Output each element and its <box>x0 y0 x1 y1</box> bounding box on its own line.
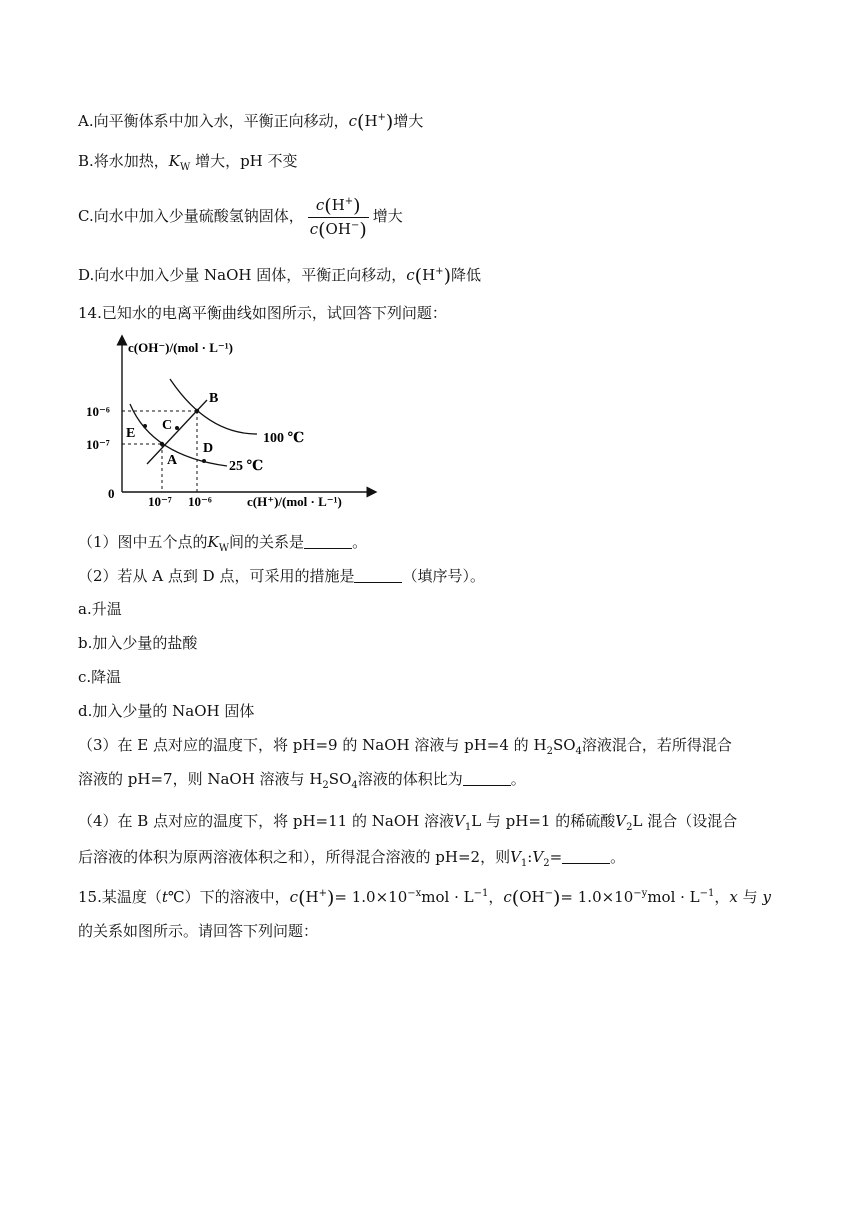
q14-stem: 14.已知水的电离平衡曲线如图所示，试回答下列问题： <box>78 304 447 322</box>
option-c <box>78 186 403 246</box>
q14-part1: （1）图中五个点的$K_W$间的关系是 。 <box>78 533 368 554</box>
q14-part4-line1: （4）在 B 点对应的温度下，将 pH=11 的 NaOH 溶液$V_1L$ 与 pH=1 的稀硫酸$V_2L$ 混合（设混合 <box>78 812 738 833</box>
answer-blank-2[interactable] <box>354 568 402 583</box>
q15-line2: 的关系如图所示。请回答下列问题： <box>78 922 319 940</box>
answer-blank-4[interactable] <box>562 849 610 864</box>
option-a-charge: + <box>377 112 386 123</box>
label-c: C <box>162 418 173 433</box>
option-c-fraction: $\frac{c(H^+)}{c(OH^-)}$ <box>309 194 367 241</box>
answer-blank-1[interactable] <box>304 534 352 549</box>
water-ionization-chart <box>82 334 382 514</box>
option-a-ion: H <box>364 112 378 130</box>
q14-part3-line2: 溶液的 pH=7，则 NaOH 溶液与 $H_2SO_4$溶液的体积比为 。 <box>78 770 526 791</box>
choice-b: b.加入少量的盐酸 <box>78 634 198 652</box>
point-b <box>195 409 199 413</box>
option-b-text: B.将水加热， <box>78 152 169 170</box>
q14-part4-line2: 后溶液的体积为原两溶液体积之和），所得混合溶液的 pH=2，则$V_1:V_2=$ 。 <box>78 848 626 869</box>
option-a-c: c <box>348 112 358 130</box>
option-c-text: C.向水中加入少量硫酸氢钠固体， <box>78 207 304 225</box>
label-b: B <box>209 391 219 406</box>
option-b-k: K <box>168 152 181 170</box>
option-a: A.向平衡体系中加入水，平衡正向移动，c(H+)增大 <box>78 111 424 133</box>
y-tick-1e-6: 10⁻⁶ <box>86 404 110 419</box>
point-a <box>160 442 164 446</box>
x-tick-1e-6: 10⁻⁶ <box>188 494 212 509</box>
option-d: D.向水中加入少量 NaOH 固体，平衡正向移动，c(H+)降低 <box>78 265 481 287</box>
curve-25c <box>130 404 227 466</box>
x-tick-1e-7: 10⁻⁷ <box>148 494 172 509</box>
label-d: D <box>203 441 214 456</box>
y-tick-1e-7: 10⁻⁷ <box>86 437 110 452</box>
option-d-text: D.向水中加入少量 NaOH 固体，平衡正向移动， <box>78 266 407 284</box>
choice-d: d.加入少量的 NaOH 固体 <box>78 702 255 720</box>
label-a: A <box>167 453 178 468</box>
label-e: E <box>126 426 136 441</box>
option-b-tail: 增大，pH 不变 <box>195 152 298 170</box>
series-100c: 100 ℃ <box>263 431 305 446</box>
q15-line1: 15.某温度（t℃）下的溶液中，$c(H^+)= 1.0\times 10^{-x}mol \cdot L^{-1}$，$c(OH^-)= 1.0\times 10^{-y}mol \cdot L^{-1}$，x 与 y <box>78 887 771 909</box>
answer-blank-3[interactable] <box>463 771 511 786</box>
q14-part3-line1: （3）在 E 点对应的温度下，将 pH=9 的 NaOH 溶液与 pH=4 的 $H_2SO_4$溶液混合，若所得混合 <box>78 736 732 757</box>
point-c <box>175 426 179 430</box>
y-axis-label: c(OH⁻)/(mol · L⁻¹) <box>128 340 233 355</box>
option-d-tail: 降低 <box>450 266 481 284</box>
q14-part2: （2）若从 A 点到 D 点，可采用的措施是 （填序号）。 <box>78 567 485 585</box>
option-a-text: A.向平衡体系中加入水，平衡正向移动， <box>78 112 349 130</box>
option-b <box>78 150 298 172</box>
series-25c: 25 ℃ <box>229 459 264 474</box>
option-a-tail: 增大 <box>393 112 424 130</box>
choice-a: a.升温 <box>78 600 122 618</box>
point-d <box>202 459 206 463</box>
origin-label: 0 <box>108 486 115 501</box>
x-axis-label: c(H⁺)/(mol · L⁻¹) <box>247 494 342 509</box>
choice-c: c.降温 <box>78 668 122 686</box>
option-c-tail: 增大 <box>372 207 403 225</box>
option-b-ksub: W <box>180 162 191 173</box>
point-e <box>143 424 147 428</box>
